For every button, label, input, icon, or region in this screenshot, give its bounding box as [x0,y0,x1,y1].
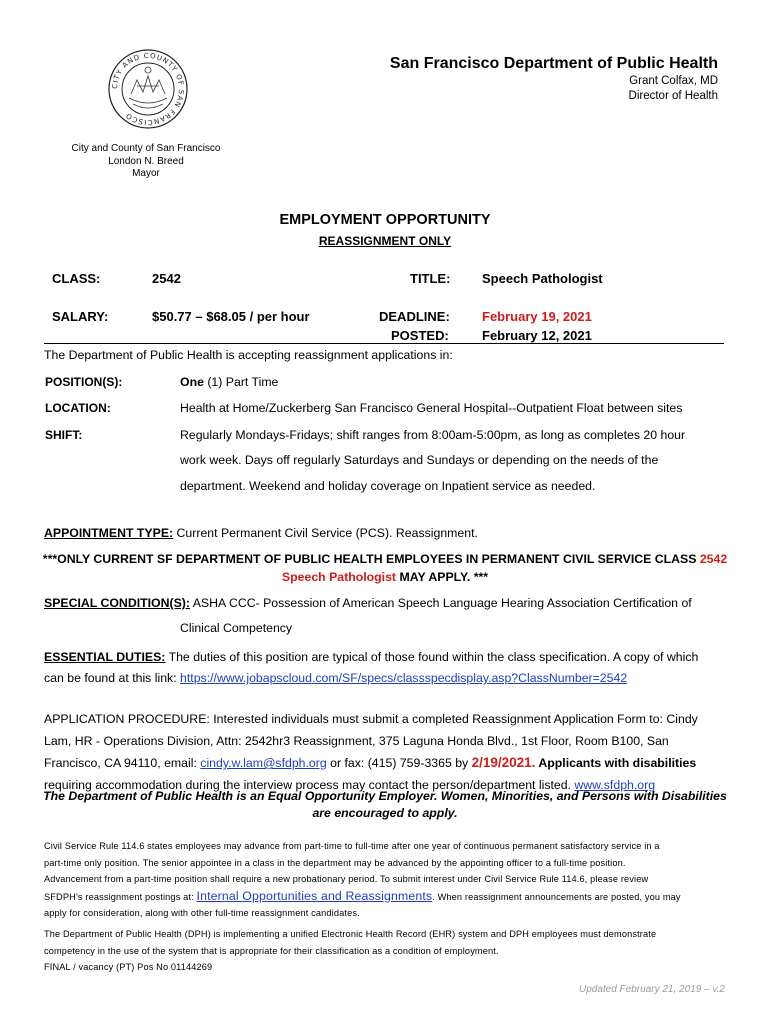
internal-opportunities-link[interactable]: Internal Opportunities and Reassignments [196,888,433,903]
application-line-4: requiring accommodation during the interview process may contact the person/department listed. www.sfdph.org [44,778,656,792]
city-seal [107,48,189,130]
civil-service-line-2: part-time only position. The senior appointee in a class in the department may be advanced by the appointing officer to a full-time position. [44,857,626,868]
city-name: City and County of San Francisco [71,143,221,154]
director-title: Director of Health [628,90,718,102]
shift-line-2: work week. Days off regularly Saturdays and Sundays or depending on the needs of the [180,453,659,467]
application-procedure [44,708,734,796]
application-line-3: Francisco, CA 94110, email: cindy.w.lam@sfdph.org or fax: (415) 759-3365 by 2/19/2021. Applicants with disabilities [44,755,697,770]
posted-label: POSTED: [391,328,449,343]
ehr-line-2: competency in the use of the system that is appropriate for their classification as a condition of employment. [44,945,499,956]
class-spec-link[interactable]: https://www.jobapscloud.com/SF/specs/classspecdisplay.asp?ClassNumber=2542 [180,671,628,685]
email-link[interactable]: cindy.w.lam@sfdph.org [200,756,327,770]
page-subtitle: REASSIGNMENT ONLY [318,234,452,248]
positions-label: POSITION(S): [45,375,123,389]
shift-label: SHIFT: [45,428,83,442]
seal-text: CITY AND COUNTY OF SAN FRANCISCO [110,51,186,127]
duties-link-line: can be found at this link: https://www.jobapscloud.com/SF/specs/classspecdisplay.asp?ClassNumber=2542 [44,671,628,685]
footer-updated: Updated February 21, 2019 – v.2 [578,984,725,995]
special-conditions: SPECIAL CONDITION(S): ASHA CCC- Possession of American Speech Language Hearing Association Certification of [44,596,692,610]
ehr-line-1: The Department of Public Health (DPH) is implementing a unified Electronic Health Record (EHR) system and DPH employees must demonstrate [44,929,657,939]
application-line-1: APPLICATION PROCEDURE: Interested individuals must submit a completed Reassignment Application Form to: Cindy [44,712,698,726]
title-value: Speech Pathologist [482,271,603,286]
eligibility-line-2: Speech Pathologist MAY APPLY. *** [281,570,489,584]
eeo-line-1: The Department of Public Health is an Equal Opportunity Employer. Women, Minorities, and Persons with Disabilities [43,789,727,803]
eligibility-line-1: ***ONLY CURRENT SF DEPARTMENT OF PUBLIC HEALTH EMPLOYEES IN PERMANENT CIVIL SERVICE CLASS 2542 [42,552,728,566]
org-name: San Francisco Department of Public Health [389,55,718,72]
website-link[interactable]: www.sfdph.org [574,778,656,792]
ehr-note [44,926,734,976]
deadline-value: February 19, 2021 [482,309,592,324]
application-line-2: Lam, HR - Operations Division, Attn: 2542hr3 Reassignment, 375 Laguna Honda Blvd., 1st Floor, Room B100, San [44,734,669,748]
civil-service-line-1: Civil Service Rule 114.6 states employees may advance from part-time to full-time after one year of continuous permanent satisfactory service in a [44,841,660,851]
location-value: Health at Home/Zuckerberg San Francisco General Hospital--Outpatient Float between sites [180,401,683,415]
intro-text: The Department of Public Health is accepting reassignment applications in: [44,348,453,362]
shift-line-3: department. Weekend and holiday coverage on Inpatient service as needed. [180,479,596,493]
eeo-line-2: are encouraged to apply. [312,806,458,820]
class-label: CLASS: [52,271,101,286]
class-value: 2542 [152,271,181,286]
essential-duties: ESSENTIAL DUTIES: The duties of this position are typical of those found within the class specification. A copy of which [44,650,699,664]
title-label: TITLE: [410,271,451,286]
mayor-title: Mayor [132,168,160,179]
posted-value: February 12, 2021 [482,328,592,343]
deadline-label: DEADLINE: [379,309,450,324]
civil-service-line-3: Advancement from a part-time position shall require a new probationary period. To submit interest under Civil Service Rule 114.6, please review [44,874,649,884]
location-label: LOCATION: [45,401,111,415]
application-deadline: 2/19/2021. [471,755,536,770]
civil-service-line-5: apply for consideration, along with other full-time reassignment candidates. [44,908,360,918]
page-title: EMPLOYMENT OPPORTUNITY [279,212,491,228]
special-conditions-line-2: Clinical Competency [180,621,293,635]
divider-line [44,343,724,344]
civil-service-line-4: SFDPH’s reassignment postings at: Internal Opportunities and Reassignments. When reassignment announcements are posted, you may [44,888,681,903]
mayor-name: London N. Breed [108,156,184,167]
civil-service-note [44,838,734,922]
vacancy-info: FINAL / vacancy (PT) Pos No 01144269 [44,962,213,972]
shift-line-1: Regularly Mondays-Fridays; shift ranges from 8:00am-5:00pm, as long as completes 20 hour [180,428,686,442]
positions-value: One (1) Part Time [180,375,279,389]
director-name: Grant Colfax, MD [629,75,718,87]
salary-label: SALARY: [52,309,109,324]
appointment-type: APPOINTMENT TYPE: Current Permanent Civil Service (PCS). Reassignment. [44,526,478,540]
salary-value: $50.77 – $68.05 / per hour [152,309,310,324]
